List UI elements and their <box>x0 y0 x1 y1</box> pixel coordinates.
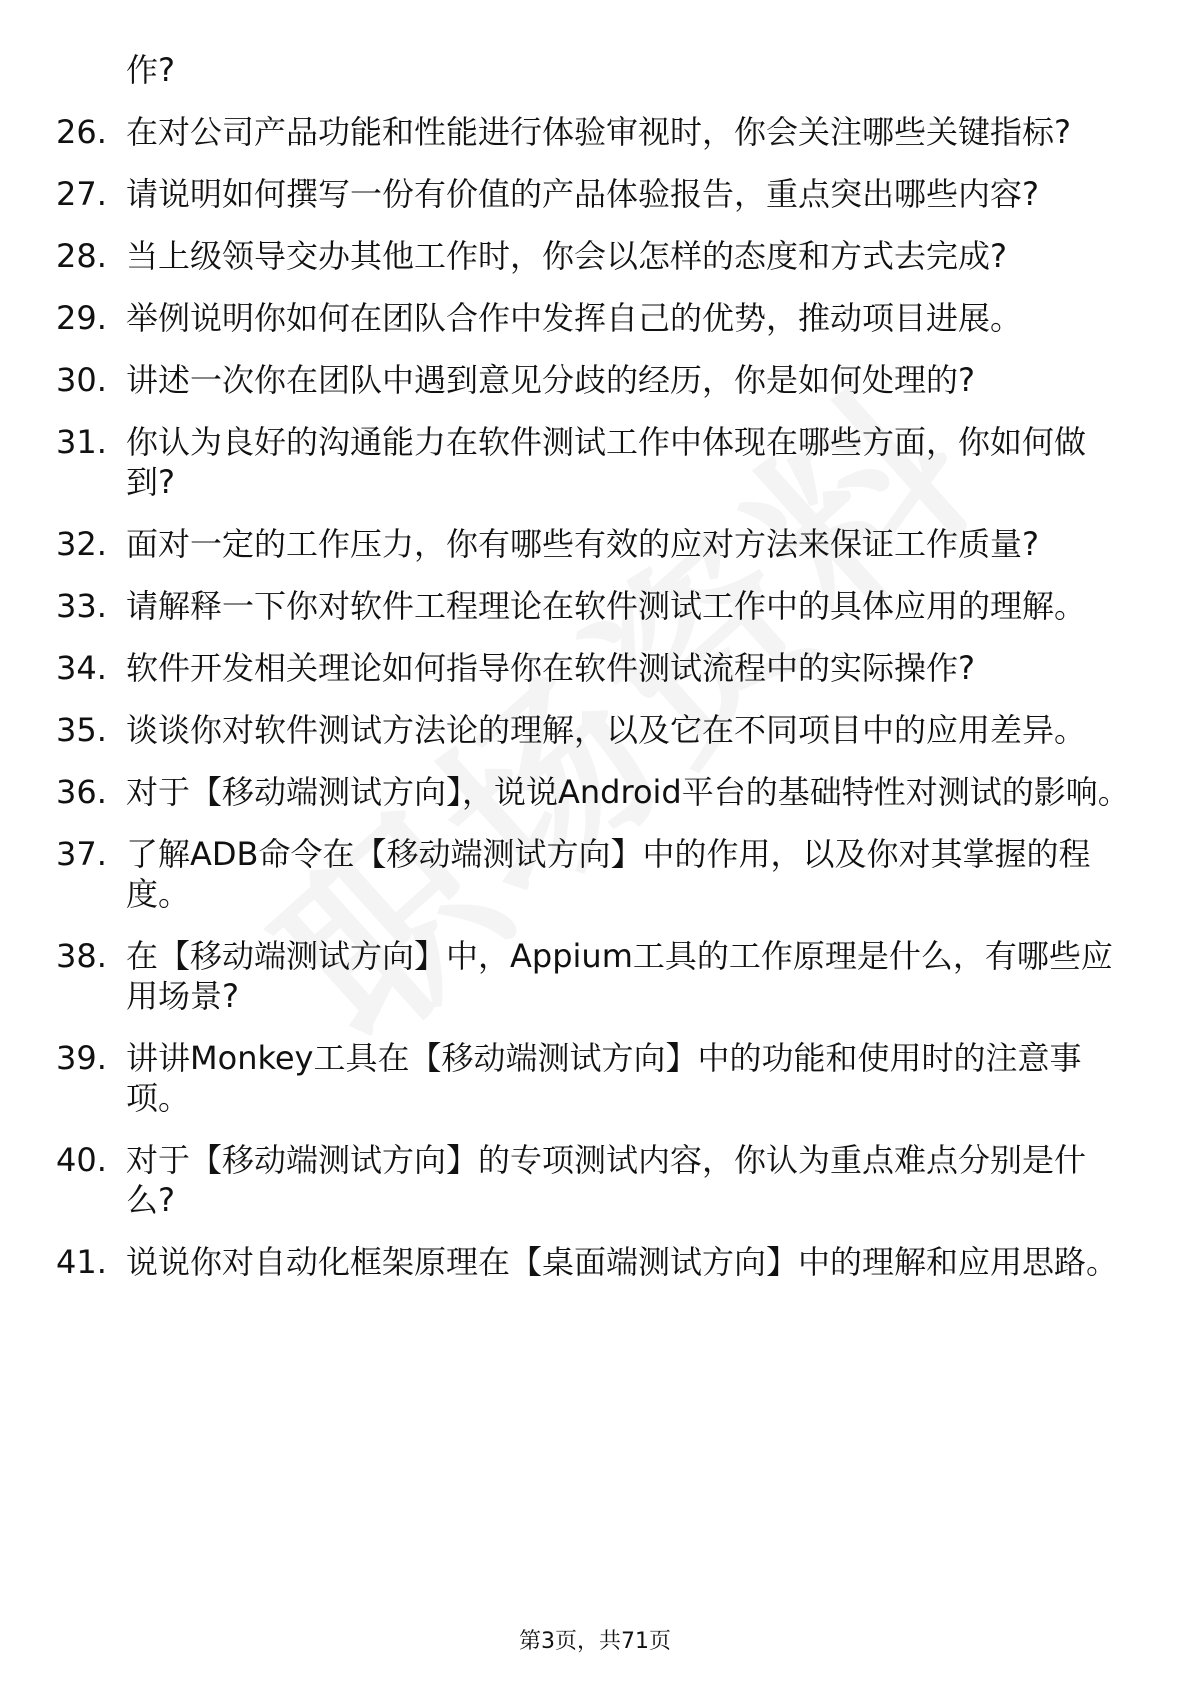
question-text: 你认为良好的沟通能力在软件测试工作中体现在哪些方面，你如何做到? <box>126 423 1087 501</box>
list-item <box>0 772 1190 812</box>
question-text: 当上级领导交办其他工作时，你会以怎样的态度和方式去完成? <box>126 237 1007 275</box>
question-number: 28. <box>56 237 107 275</box>
continued-question-text: 作? <box>126 51 175 89</box>
list-item <box>0 936 1190 1016</box>
question-text: 请解释一下你对软件工程理论在软件测试工作中的具体应用的理解。 <box>126 587 1087 625</box>
question-text: 说说你对自动化框架原理在【桌面端测试方向】中的理解和应用思路。 <box>126 1243 1119 1281</box>
page-footer: 第3页，共71页 <box>519 1629 671 1654</box>
list-item <box>0 174 1190 214</box>
question-text: 在【移动端测试方向】中，Appium工具的工作原理是什么，有哪些应用场景? <box>126 937 1113 1015</box>
question-number: 36. <box>56 773 107 811</box>
question-text: 请说明如何撰写一份有价值的产品体验报告，重点突出哪些内容? <box>126 175 1039 213</box>
question-number: 41. <box>56 1243 107 1281</box>
question-text: 对于【移动端测试方向】，说说Android平台的基础特性对测试的影响。 <box>126 773 1130 811</box>
list-item <box>0 524 1190 564</box>
question-text: 举例说明你如何在团队合作中发挥自己的优势，推动项目进展。 <box>126 299 1023 337</box>
question-number: 29. <box>56 299 107 337</box>
question-number: 37. <box>56 835 107 873</box>
question-number: 31. <box>56 423 107 461</box>
list-item <box>0 360 1190 400</box>
list-item <box>0 710 1190 750</box>
question-number: 33. <box>56 587 107 625</box>
question-text: 谈谈你对软件测试方法论的理解，以及它在不同项目中的应用差异。 <box>126 711 1087 749</box>
question-text: 面对一定的工作压力，你有哪些有效的应对方法来保证工作质量? <box>126 525 1039 563</box>
question-number: 39. <box>56 1039 107 1077</box>
question-text: 对于【移动端测试方向】的专项测试内容，你认为重点难点分别是什么? <box>126 1141 1087 1219</box>
question-number: 32. <box>56 525 107 563</box>
list-item <box>0 586 1190 626</box>
list-item <box>0 112 1190 152</box>
list-item <box>0 1242 1190 1282</box>
question-number: 35. <box>56 711 107 749</box>
question-number: 34. <box>56 649 107 687</box>
question-text: 在对公司产品功能和性能进行体验审视时，你会关注哪些关键指标? <box>126 113 1071 151</box>
list-item <box>0 1038 1190 1118</box>
question-number: 40. <box>56 1141 107 1179</box>
list-item <box>0 422 1190 502</box>
list-item <box>0 648 1190 688</box>
list-item <box>0 236 1190 276</box>
list-item <box>0 1140 1190 1220</box>
list-item <box>0 834 1190 914</box>
question-number: 27. <box>56 175 107 213</box>
question-list <box>0 112 1190 1304</box>
question-number: 38. <box>56 937 107 975</box>
question-number: 26. <box>56 113 107 151</box>
question-text: 软件开发相关理论如何指导你在软件测试流程中的实际操作? <box>126 649 975 687</box>
question-text: 讲述一次你在团队中遇到意见分歧的经历，你是如何处理的? <box>126 361 975 399</box>
list-item <box>0 298 1190 338</box>
question-text: 讲讲Monkey工具在【移动端测试方向】中的功能和使用时的注意事项。 <box>126 1039 1082 1117</box>
question-number: 30. <box>56 361 107 399</box>
question-text: 了解ADB命令在【移动端测试方向】中的作用，以及你对其掌握的程度。 <box>126 835 1091 913</box>
